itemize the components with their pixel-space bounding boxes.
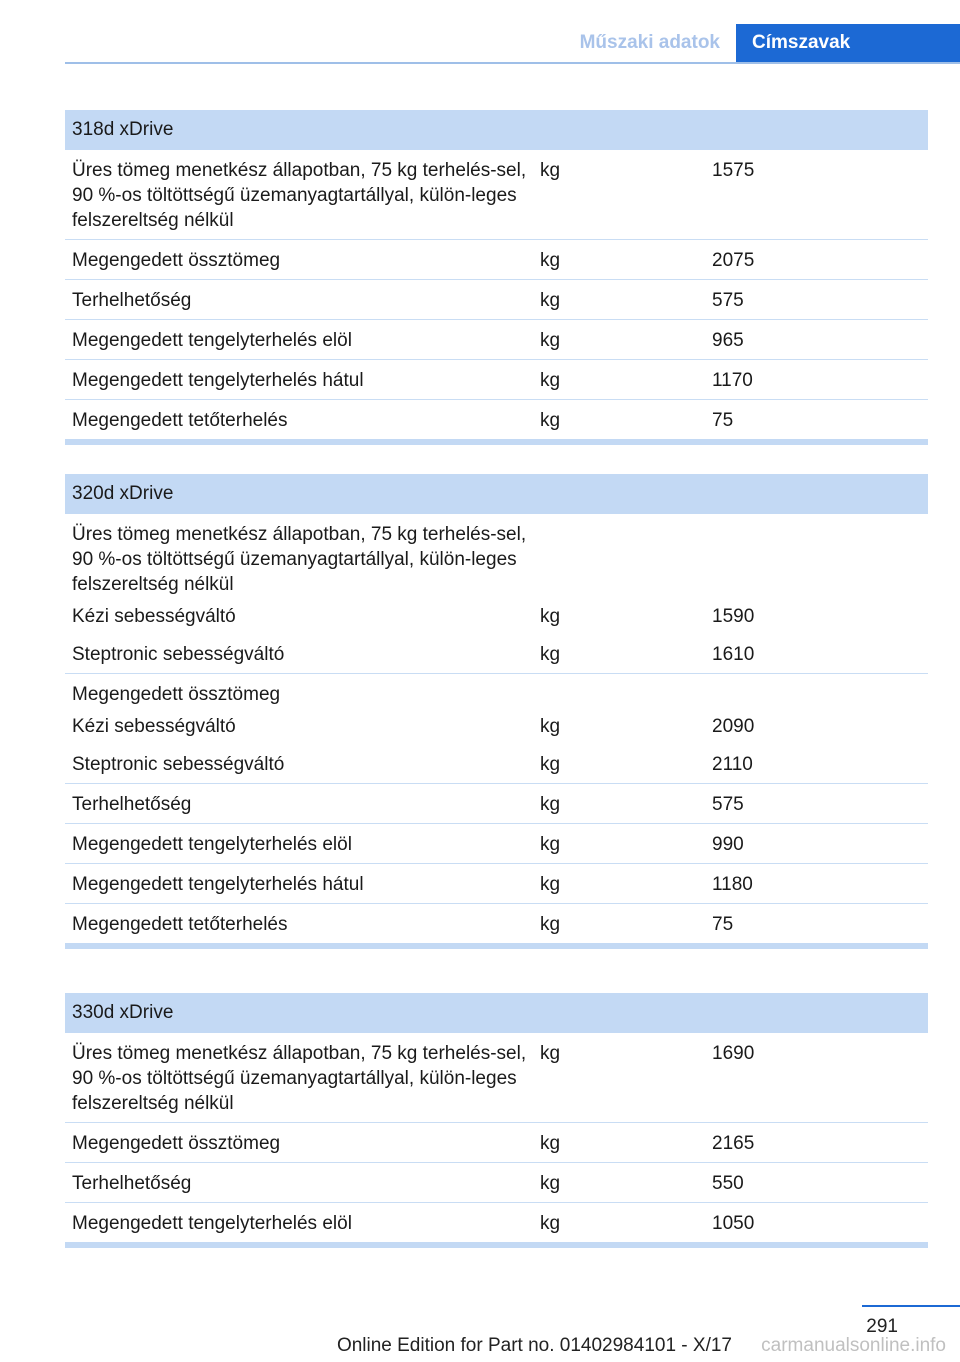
row-unit: kg: [540, 410, 561, 431]
page-header: [65, 24, 960, 64]
row-unit: kg: [540, 1133, 561, 1154]
row-value: 965: [712, 330, 744, 351]
row-value: 2075: [712, 250, 755, 271]
row-value: 1575: [712, 160, 755, 181]
row-unit: kg: [540, 1043, 561, 1064]
row-label: Megengedett össztömeg: [72, 1133, 281, 1154]
row-label: Terhelhetőség: [72, 794, 192, 815]
row-unit: kg: [540, 874, 561, 895]
row-label: Megengedett tengelyterhelés elöl: [72, 1213, 352, 1234]
row-value: 2110: [712, 754, 753, 775]
section-tab-technical-data[interactable]: Műszaki adatok: [579, 32, 720, 53]
row-label: Megengedett tengelyterhelés elöl: [72, 834, 352, 855]
row-label: Megengedett tetőterhelés: [72, 410, 288, 431]
table-row: [65, 240, 928, 280]
row-value: [712, 522, 928, 597]
row-value: 550: [712, 1173, 744, 1194]
table-row: [65, 904, 928, 943]
row-unit: kg: [540, 1213, 561, 1234]
spec-table-320d: [65, 474, 928, 949]
row-unit: kg: [540, 644, 561, 665]
row-unit: kg: [540, 290, 561, 311]
page-number: 291: [866, 1316, 898, 1337]
row-label: Steptronic sebességváltó: [72, 754, 285, 775]
table-row: [65, 603, 928, 629]
row-value: 1690: [712, 1043, 755, 1064]
row-label: Üres tömeg menetkész állapotban, 75 kg terhelés-sel, 90 %-os töltöttségű üzemanyagtartállyal, külön-leges felszereltség nélkül: [72, 524, 527, 595]
spec-table-330d: [65, 993, 928, 1248]
row-value: 575: [712, 794, 744, 815]
table-row: [65, 150, 928, 240]
row-label: Üres tömeg menetkész állapotban, 75 kg terhelés-sel, 90 %-os töltöttségű üzemanyagtartállyal, külön-leges felszereltség nélkül: [72, 160, 527, 231]
row-label: Üres tömeg menetkész állapotban, 75 kg terhelés-sel, 90 %-os töltöttségű üzemanyagtartállyal, külön-leges felszereltség nélkül: [72, 1043, 527, 1114]
row-value: [712, 682, 928, 707]
row-value: 75: [712, 914, 734, 935]
row-unit: kg: [540, 794, 561, 815]
table-row: [65, 280, 928, 320]
row-unit: [540, 522, 712, 597]
watermark: carmanualsonline.info: [761, 1335, 946, 1356]
table-title: 318d xDrive: [65, 110, 928, 150]
table-row: [65, 629, 928, 674]
row-unit: kg: [540, 754, 561, 775]
table-row: [65, 784, 928, 824]
row-unit: kg: [540, 914, 561, 935]
row-label: Steptronic sebességváltó: [72, 644, 285, 665]
table-row: [65, 514, 928, 603]
table-row: [65, 1123, 928, 1163]
row-value: 75: [712, 410, 734, 431]
row-label: Terhelhetőség: [72, 290, 192, 311]
row-unit: kg: [540, 834, 561, 855]
table-row: [65, 320, 928, 360]
row-label: Megengedett össztömeg: [72, 250, 281, 271]
row-value: 575: [712, 290, 744, 311]
row-value: 990: [712, 834, 744, 855]
row-unit: [540, 682, 712, 707]
row-label: Megengedett tengelyterhelés hátul: [72, 370, 364, 391]
row-label: Kézi sebességváltó: [72, 716, 236, 737]
table-title: 320d xDrive: [65, 474, 928, 514]
row-label: Kézi sebességváltó: [72, 606, 236, 627]
row-unit: kg: [540, 606, 561, 627]
table-row: [65, 1033, 928, 1123]
row-label: Megengedett tengelyterhelés hátul: [72, 874, 364, 895]
footer-rule: [862, 1305, 960, 1307]
edition-note: Online Edition for Part no. 01402984101 - X/17: [336, 1335, 732, 1356]
table-row: [65, 1163, 928, 1203]
row-value: 1610: [712, 644, 755, 665]
row-value: 2165: [712, 1133, 755, 1154]
table-row: [65, 360, 928, 400]
row-unit: kg: [540, 330, 561, 351]
table-row: [65, 400, 928, 439]
row-value: 1590: [712, 606, 755, 627]
section-tab-index[interactable]: Címszavak: [736, 24, 960, 62]
table-row: [65, 713, 928, 739]
row-value: 1180: [712, 874, 753, 895]
row-label: Megengedett tetőterhelés: [72, 914, 288, 935]
row-value: 1050: [712, 1213, 755, 1234]
row-unit: kg: [540, 370, 561, 391]
row-unit: kg: [540, 716, 561, 737]
spec-table-318d: [65, 110, 928, 445]
row-unit: kg: [540, 250, 561, 271]
table-row: [65, 674, 928, 713]
row-label: Terhelhetőség: [72, 1173, 192, 1194]
table-row: [65, 1203, 928, 1242]
row-value: 2090: [712, 716, 755, 737]
row-unit: kg: [540, 1173, 561, 1194]
row-label: Megengedett tengelyterhelés elöl: [72, 330, 352, 351]
row-value: 1170: [712, 370, 753, 391]
row-unit: kg: [540, 160, 561, 181]
table-row: [65, 864, 928, 904]
table-row: [65, 824, 928, 864]
row-label: Megengedett össztömeg: [72, 684, 281, 705]
table-row: [65, 739, 928, 784]
table-title: 330d xDrive: [65, 993, 928, 1033]
